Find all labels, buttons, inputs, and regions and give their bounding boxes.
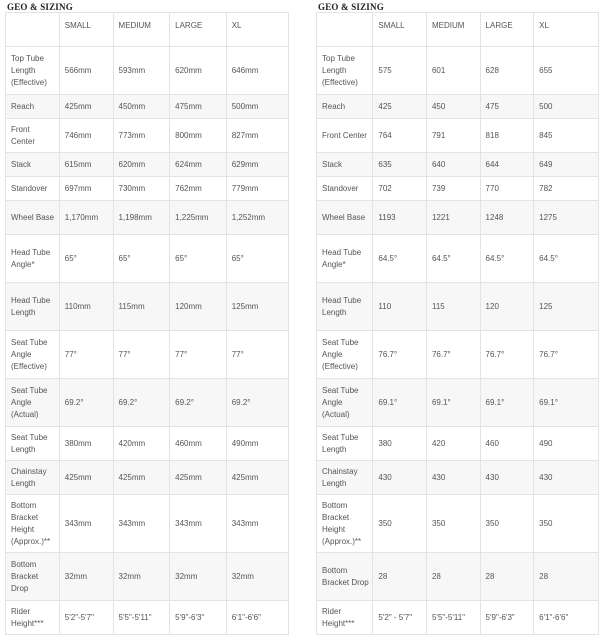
header-blank-cell xyxy=(317,13,373,47)
header-blank-cell xyxy=(6,13,60,47)
row-label: Seat Tube Angle (Actual) xyxy=(317,379,373,427)
value-cell: 425mm xyxy=(113,461,170,495)
value-cell: 69.2° xyxy=(59,379,113,427)
value-cell: 77° xyxy=(59,331,113,379)
value-cell: 6'1"-6'6" xyxy=(226,601,288,635)
value-cell: 450 xyxy=(426,95,480,119)
table-row xyxy=(6,331,289,379)
value-cell: 350 xyxy=(480,495,534,553)
row-label: Head Tube Length xyxy=(6,283,60,331)
value-cell: 770 xyxy=(480,177,534,201)
value-cell: 350 xyxy=(426,495,480,553)
value-cell: 5'5"-5'11" xyxy=(426,601,480,635)
value-cell: 845 xyxy=(534,119,599,153)
value-cell: 125mm xyxy=(226,283,288,331)
value-cell: 425 xyxy=(373,95,427,119)
value-cell: 5'9"-6'3" xyxy=(480,601,534,635)
value-cell: 697mm xyxy=(59,177,113,201)
value-cell: 624mm xyxy=(170,153,227,177)
value-cell: 32mm xyxy=(226,553,288,601)
table-row xyxy=(6,601,289,635)
table-row xyxy=(317,177,599,201)
row-label: Wheel Base xyxy=(6,201,60,235)
value-cell: 5'2"-5'7" xyxy=(59,601,113,635)
row-label: Standover xyxy=(317,177,373,201)
geometry-panel-right xyxy=(316,0,599,635)
table-row xyxy=(317,495,599,553)
row-label: Rider Height*** xyxy=(6,601,60,635)
table-row xyxy=(6,235,289,283)
row-label: Seat Tube Angle (Effective) xyxy=(6,331,60,379)
value-cell: 490 xyxy=(534,427,599,461)
table-row xyxy=(317,119,599,153)
column-header-xl: XL xyxy=(226,13,288,47)
value-cell: 640 xyxy=(426,153,480,177)
value-cell: 566mm xyxy=(59,47,113,95)
value-cell: 646mm xyxy=(226,47,288,95)
value-cell: 425mm xyxy=(59,461,113,495)
value-cell: 635 xyxy=(373,153,427,177)
row-label: Head Tube Length xyxy=(317,283,373,331)
row-label: Standover xyxy=(6,177,60,201)
table-row xyxy=(317,201,599,235)
column-header-large: LARGE xyxy=(170,13,227,47)
value-cell: 1275 xyxy=(534,201,599,235)
value-cell: 1193 xyxy=(373,201,427,235)
value-cell: 629mm xyxy=(226,153,288,177)
table-header-row xyxy=(317,13,599,47)
value-cell: 69.2° xyxy=(113,379,170,427)
value-cell: 32mm xyxy=(170,553,227,601)
value-cell: 1,170mm xyxy=(59,201,113,235)
value-cell: 800mm xyxy=(170,119,227,153)
row-label: Chainstay Length xyxy=(317,461,373,495)
value-cell: 782 xyxy=(534,177,599,201)
row-label: Front Center xyxy=(6,119,60,153)
geometry-panel-left xyxy=(5,0,289,635)
row-label: Top Tube Length (Effective) xyxy=(6,47,60,95)
value-cell: 343mm xyxy=(113,495,170,553)
value-cell: 620mm xyxy=(170,47,227,95)
value-cell: 1248 xyxy=(480,201,534,235)
value-cell: 76.7° xyxy=(426,331,480,379)
value-cell: 5'5"-5'11" xyxy=(113,601,170,635)
row-label: Seat Tube Angle (Effective) xyxy=(317,331,373,379)
value-cell: 28 xyxy=(426,553,480,601)
column-header-small: SMALL xyxy=(59,13,113,47)
value-cell: 69.2° xyxy=(226,379,288,427)
value-cell: 827mm xyxy=(226,119,288,153)
table-row xyxy=(317,553,599,601)
table-row xyxy=(6,461,289,495)
value-cell: 425mm xyxy=(226,461,288,495)
row-label: Stack xyxy=(6,153,60,177)
table-row xyxy=(317,461,599,495)
value-cell: 76.7° xyxy=(373,331,427,379)
value-cell: 28 xyxy=(534,553,599,601)
value-cell: 380 xyxy=(373,427,427,461)
row-label: Stack xyxy=(317,153,373,177)
column-header-medium: MEDIUM xyxy=(426,13,480,47)
value-cell: 380mm xyxy=(59,427,113,461)
value-cell: 620mm xyxy=(113,153,170,177)
row-label: Reach xyxy=(6,95,60,119)
row-label: Bottom Bracket Height (Approx.)** xyxy=(6,495,60,553)
value-cell: 430 xyxy=(373,461,427,495)
value-cell: 1,198mm xyxy=(113,201,170,235)
value-cell: 77° xyxy=(113,331,170,379)
table-row xyxy=(317,601,599,635)
table-row xyxy=(6,95,289,119)
value-cell: 791 xyxy=(426,119,480,153)
table-row xyxy=(317,95,599,119)
value-cell: 500mm xyxy=(226,95,288,119)
value-cell: 65° xyxy=(113,235,170,283)
row-label: Wheel Base xyxy=(317,201,373,235)
value-cell: 110 xyxy=(373,283,427,331)
value-cell: 779mm xyxy=(226,177,288,201)
value-cell: 628 xyxy=(480,47,534,95)
value-cell: 762mm xyxy=(170,177,227,201)
value-cell: 76.7° xyxy=(534,331,599,379)
value-cell: 64.5° xyxy=(373,235,427,283)
value-cell: 343mm xyxy=(59,495,113,553)
value-cell: 425mm xyxy=(59,95,113,119)
value-cell: 460mm xyxy=(170,427,227,461)
value-cell: 702 xyxy=(373,177,427,201)
row-label: Head Tube Angle* xyxy=(317,235,373,283)
panel-title: GEO & SIZING xyxy=(7,2,73,12)
row-label: Chainstay Length xyxy=(6,461,60,495)
value-cell: 575 xyxy=(373,47,427,95)
value-cell: 420 xyxy=(426,427,480,461)
value-cell: 64.5° xyxy=(480,235,534,283)
table-row xyxy=(317,283,599,331)
value-cell: 730mm xyxy=(113,177,170,201)
row-label: Reach xyxy=(317,95,373,119)
geometry-table xyxy=(316,12,599,635)
value-cell: 420mm xyxy=(113,427,170,461)
value-cell: 475mm xyxy=(170,95,227,119)
geometry-table xyxy=(5,12,289,635)
panel-title: GEO & SIZING xyxy=(318,2,384,12)
column-header-small: SMALL xyxy=(373,13,427,47)
table-row xyxy=(6,119,289,153)
table-row xyxy=(317,427,599,461)
value-cell: 1,252mm xyxy=(226,201,288,235)
value-cell: 110mm xyxy=(59,283,113,331)
value-cell: 69.1° xyxy=(480,379,534,427)
value-cell: 69.1° xyxy=(534,379,599,427)
row-label: Bottom Bracket Height (Approx.)** xyxy=(317,495,373,553)
value-cell: 739 xyxy=(426,177,480,201)
value-cell: 593mm xyxy=(113,47,170,95)
value-cell: 649 xyxy=(534,153,599,177)
value-cell: 6'1"-6'6" xyxy=(534,601,599,635)
table-row xyxy=(6,47,289,95)
table-row xyxy=(317,379,599,427)
value-cell: 77° xyxy=(170,331,227,379)
value-cell: 65° xyxy=(59,235,113,283)
row-label: Bottom Bracket Drop xyxy=(6,553,60,601)
value-cell: 65° xyxy=(170,235,227,283)
value-cell: 64.5° xyxy=(426,235,480,283)
value-cell: 350 xyxy=(373,495,427,553)
column-header-xl: XL xyxy=(534,13,599,47)
table-row xyxy=(6,201,289,235)
value-cell: 764 xyxy=(373,119,427,153)
table-row xyxy=(6,153,289,177)
value-cell: 430 xyxy=(480,461,534,495)
value-cell: 120mm xyxy=(170,283,227,331)
row-label: Bottom Bracket Drop xyxy=(317,553,373,601)
value-cell: 77° xyxy=(226,331,288,379)
value-cell: 69.1° xyxy=(426,379,480,427)
row-label: Rider Height*** xyxy=(317,601,373,635)
value-cell: 601 xyxy=(426,47,480,95)
value-cell: 818 xyxy=(480,119,534,153)
value-cell: 1221 xyxy=(426,201,480,235)
value-cell: 773mm xyxy=(113,119,170,153)
table-row xyxy=(317,235,599,283)
value-cell: 115 xyxy=(426,283,480,331)
value-cell: 746mm xyxy=(59,119,113,153)
table-row xyxy=(6,379,289,427)
table-row xyxy=(6,553,289,601)
value-cell: 76.7° xyxy=(480,331,534,379)
table-row xyxy=(317,331,599,379)
row-label: Top Tube Length (Effective) xyxy=(317,47,373,95)
value-cell: 475 xyxy=(480,95,534,119)
value-cell: 644 xyxy=(480,153,534,177)
table-row xyxy=(6,283,289,331)
value-cell: 1,225mm xyxy=(170,201,227,235)
table-row xyxy=(317,47,599,95)
value-cell: 490mm xyxy=(226,427,288,461)
value-cell: 115mm xyxy=(113,283,170,331)
column-header-large: LARGE xyxy=(480,13,534,47)
value-cell: 32mm xyxy=(113,553,170,601)
value-cell: 125 xyxy=(534,283,599,331)
value-cell: 65° xyxy=(226,235,288,283)
value-cell: 343mm xyxy=(170,495,227,553)
row-label: Seat Tube Length xyxy=(317,427,373,461)
row-label: Head Tube Angle* xyxy=(6,235,60,283)
row-label: Seat Tube Angle (Actual) xyxy=(6,379,60,427)
value-cell: 5'9"-6'3" xyxy=(170,601,227,635)
table-row xyxy=(6,427,289,461)
value-cell: 343mm xyxy=(226,495,288,553)
value-cell: 28 xyxy=(373,553,427,601)
table-header-row xyxy=(6,13,289,47)
value-cell: 500 xyxy=(534,95,599,119)
row-label: Front Center xyxy=(317,119,373,153)
value-cell: 28 xyxy=(480,553,534,601)
value-cell: 69.1° xyxy=(373,379,427,427)
value-cell: 655 xyxy=(534,47,599,95)
value-cell: 460 xyxy=(480,427,534,461)
value-cell: 32mm xyxy=(59,553,113,601)
value-cell: 64.5° xyxy=(534,235,599,283)
value-cell: 120 xyxy=(480,283,534,331)
column-header-medium: MEDIUM xyxy=(113,13,170,47)
value-cell: 430 xyxy=(426,461,480,495)
value-cell: 5'2" - 5'7" xyxy=(373,601,427,635)
value-cell: 430 xyxy=(534,461,599,495)
value-cell: 69.2° xyxy=(170,379,227,427)
row-label: Seat Tube Length xyxy=(6,427,60,461)
value-cell: 350 xyxy=(534,495,599,553)
table-row xyxy=(6,177,289,201)
value-cell: 450mm xyxy=(113,95,170,119)
table-row xyxy=(6,495,289,553)
value-cell: 615mm xyxy=(59,153,113,177)
value-cell: 425mm xyxy=(170,461,227,495)
table-row xyxy=(317,153,599,177)
